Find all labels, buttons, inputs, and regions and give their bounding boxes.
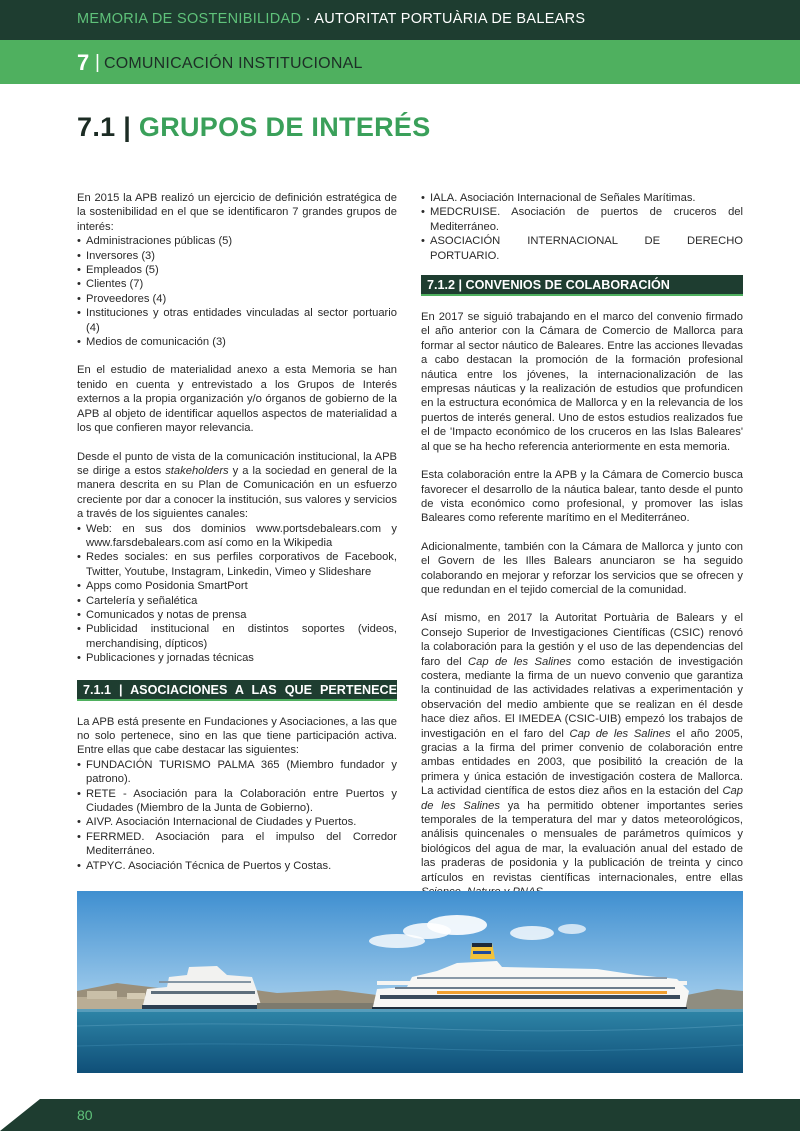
section-number: 7.1 | [77,112,132,142]
associations-list [77,758,397,873]
stakeholder-groups-list [77,234,397,349]
communication-text: Desde el punto de vista de la comunicación institucional, la APB se dirige a estos [77,450,397,477]
list-item: • ATPYC. Asociación Técnica de Puertos y Costas. [77,859,397,873]
footer-bar [0,1099,800,1131]
place-name: Cap de les Salines [421,785,743,812]
agreements-paragraph-1: En 2017 se siguió trabajando en el marco del convenio firmado el año anterior con la Cámara de Comercio de Mallorca para formar al sector náutico de Baleares. Entre las acciones llevadas a cabo destacan la promoción de la formación profesional náutica entre los jóvenes, la internacionalización de las empresas náuticas y la realización de estudios que profundicen en la estructura económica de Mallorca y en la relevancia de los puertos de interés general. Uno de estos estudios realizados fue el de 'Impacto económico de los cruceros en las Islas Baleares' al que se ha hecho referencia anteriormente en esta memoria. [421,311,743,453]
list-item: • Web: en sus dos dominios www.portsdebalears.com y www.farsdebalears.com así como en la Wikipedia [77,522,397,551]
list-item: • Inversores (3) [77,249,397,263]
footer-corner-decoration [0,1099,40,1131]
list-item: • Empleados (5) [77,263,397,277]
right-column [421,191,743,913]
list-item: • Clientes (7) [77,277,397,291]
page-number: 80 [77,1107,93,1123]
channels-list [77,522,397,666]
associations-intro: La APB está presente en Fundaciones y Asociaciones, a las que no solo pertenece, sino en las que tiene participación activa. Entre ellas que cabe destacar las siguientes: [77,715,397,757]
list-item: • Cartelería y señalética [77,594,397,608]
list-item: • Publicaciones y jornadas técnicas [77,651,397,665]
list-item: • FUNDACIÓN TURISMO PALMA 365 (Miembro fundador y patrono). [77,758,397,787]
list-item: • Comunicados y notas de prensa [77,608,397,622]
section-title: GRUPOS DE INTERÉS [138,112,431,142]
list-item: • Apps como Posidonia SmartPort [77,579,397,593]
top-header-bar [0,0,800,40]
agreements-paragraph-3: Adicionalmente, también con la Cámara de Mallorca y junto con el Govern de les Illes Balears anunciaron se ha seguido colaborando en mejorar y reforzar los servicios que se ofrecen y que redundan en el tejido comercial de la comunidad. [421,540,743,596]
text-run: Así mismo, en 2017 la Autoritat Portuària de Balears y el Consejo Superior de Investigaciones Científicas (CSIC) renovó la colaboración para la gestión y el uso de las dependencias del faro del [421,612,743,668]
list-item: • Redes sociales: en sus perfiles corporativos de Facebook, Twitter, Youtube, Instagram, Linkedin, Vimeo y Slideshare [77,550,397,579]
subsection-heading-agreements: 7.1.2 | CONVENIOS DE COLABORACIÓN [421,275,743,296]
subsection-heading-associations: 7.1.1 | ASOCIACIONES A LAS QUE PERTENECE APB [77,680,397,701]
list-item: • Publicidad institucional en distintos soportes (videos, merchandising, dípticos) [77,622,397,651]
stakeholders-term: stakeholders [165,464,229,477]
report-name: MEMORIA DE SOSTENIBILIDAD [77,11,302,27]
list-item: • AIVP. Asociación Internacional de Ciudades y Puertos. [77,815,397,829]
associations-list-continued [421,191,743,263]
list-item: • FERRMED. Asociación para el impulso del Corredor Mediterráneo. [77,830,397,859]
chapter-bar [0,40,800,84]
place-name: Cap de les Salines [569,727,671,740]
list-item: • ASOCIACIÓN INTERNACIONAL DE DERECHO PORTUARIO. [421,234,743,263]
list-item: • RETE - Asociación para la Colaboración entre Puertos y Ciudades (Miembro de la Junta de Gobierno). [77,787,397,816]
intro-paragraph: En 2015 la APB realizó un ejercicio de definición estratégica de la sostenibilidad en el que se identificaron 7 grandes grupos de interés: [77,192,397,233]
materiality-paragraph: En el estudio de materialidad anexo a esta Memoria se han tenido en cuenta y entrevistado a los Grupos de Interés externos a la propia organización y/o órganos de gobierno de la APB al objeto de identificar aquellos aspectos de materialidad a los que confieren mayor relevancia. [77,364,397,435]
place-name: Cap de les Salines [468,655,572,668]
text-run: el año 2005, gracias a la firma del primer convenio de colaboración entre ambas entidades en 2003, que posibilitó la creación de la primera y única estación de investigación costera de Mallorca. La actividad científica de estos diez años en la estación del [421,727,743,798]
communication-paragraph [77,450,397,522]
chapter-number: 7 [77,50,90,75]
header-separator: · [301,11,315,27]
list-item: • Administraciones públicas (5) [77,234,397,248]
agreements-paragraph-2: Esta colaboración entre la APB y la Cámara de Comercio busca favorecer el desarrollo de la náutica balear, tanto desde el punto de vista económico como profesional, y promover las islas Baleares como referente marítimo en el Mediterráneo. [421,469,743,525]
list-item: • MEDCRUISE. Asociación de puertos de cruceros del Mediterráneo. [421,205,743,234]
chapter-separator: | [95,52,100,73]
agreements-paragraph-4 [421,611,743,899]
communication-text-cont: y a la sociedad en general de la manera descrita en su Plan de Comunicación en un esfuerzo creciente por dar a conocer la institución, sus valores y servicios a través de los siguientes canales: [77,464,397,521]
report-title [77,11,585,27]
chapter-title: COMUNICACIÓN INSTITUCIONAL [104,55,363,72]
left-column [77,191,397,887]
cruise-ships-photo [77,891,743,1073]
list-item: • Proveedores (4) [77,292,397,306]
section-heading [77,112,431,143]
list-item: • Medios de comunicación (3) [77,335,397,349]
text-run: como estación de investigación costera, mediante la firma de un nuevo convenio que garantiza la continuidad de las actividades relativas a experimentación y observación del medio ambiente que se realizan en él desde hace diez años. El IMEDEA (CSIC-UIB) empezó los trabajos de investigación en el faro del [421,655,743,740]
list-item: • IALA. Asociación Internacional de Señales Marítimas. [421,191,743,205]
list-item: • Instituciones y otras entidades vinculadas al sector portuario (4) [77,306,397,335]
text-run: ya ha permitido obtener importantes series temporales de la temperatura del mar y datos meteorológicos, análisis quincenales o mensuales de parámetros químicos y biológicos del agua de mar, la evaluación anual del estado de las praderas de posidonia y la publicación de treinta y cinco artículos en revistas científicas internacionales, entre ellas [421,799,743,884]
organization-name: AUTORITAT PORTUÀRIA DE BALEARS [314,11,586,27]
